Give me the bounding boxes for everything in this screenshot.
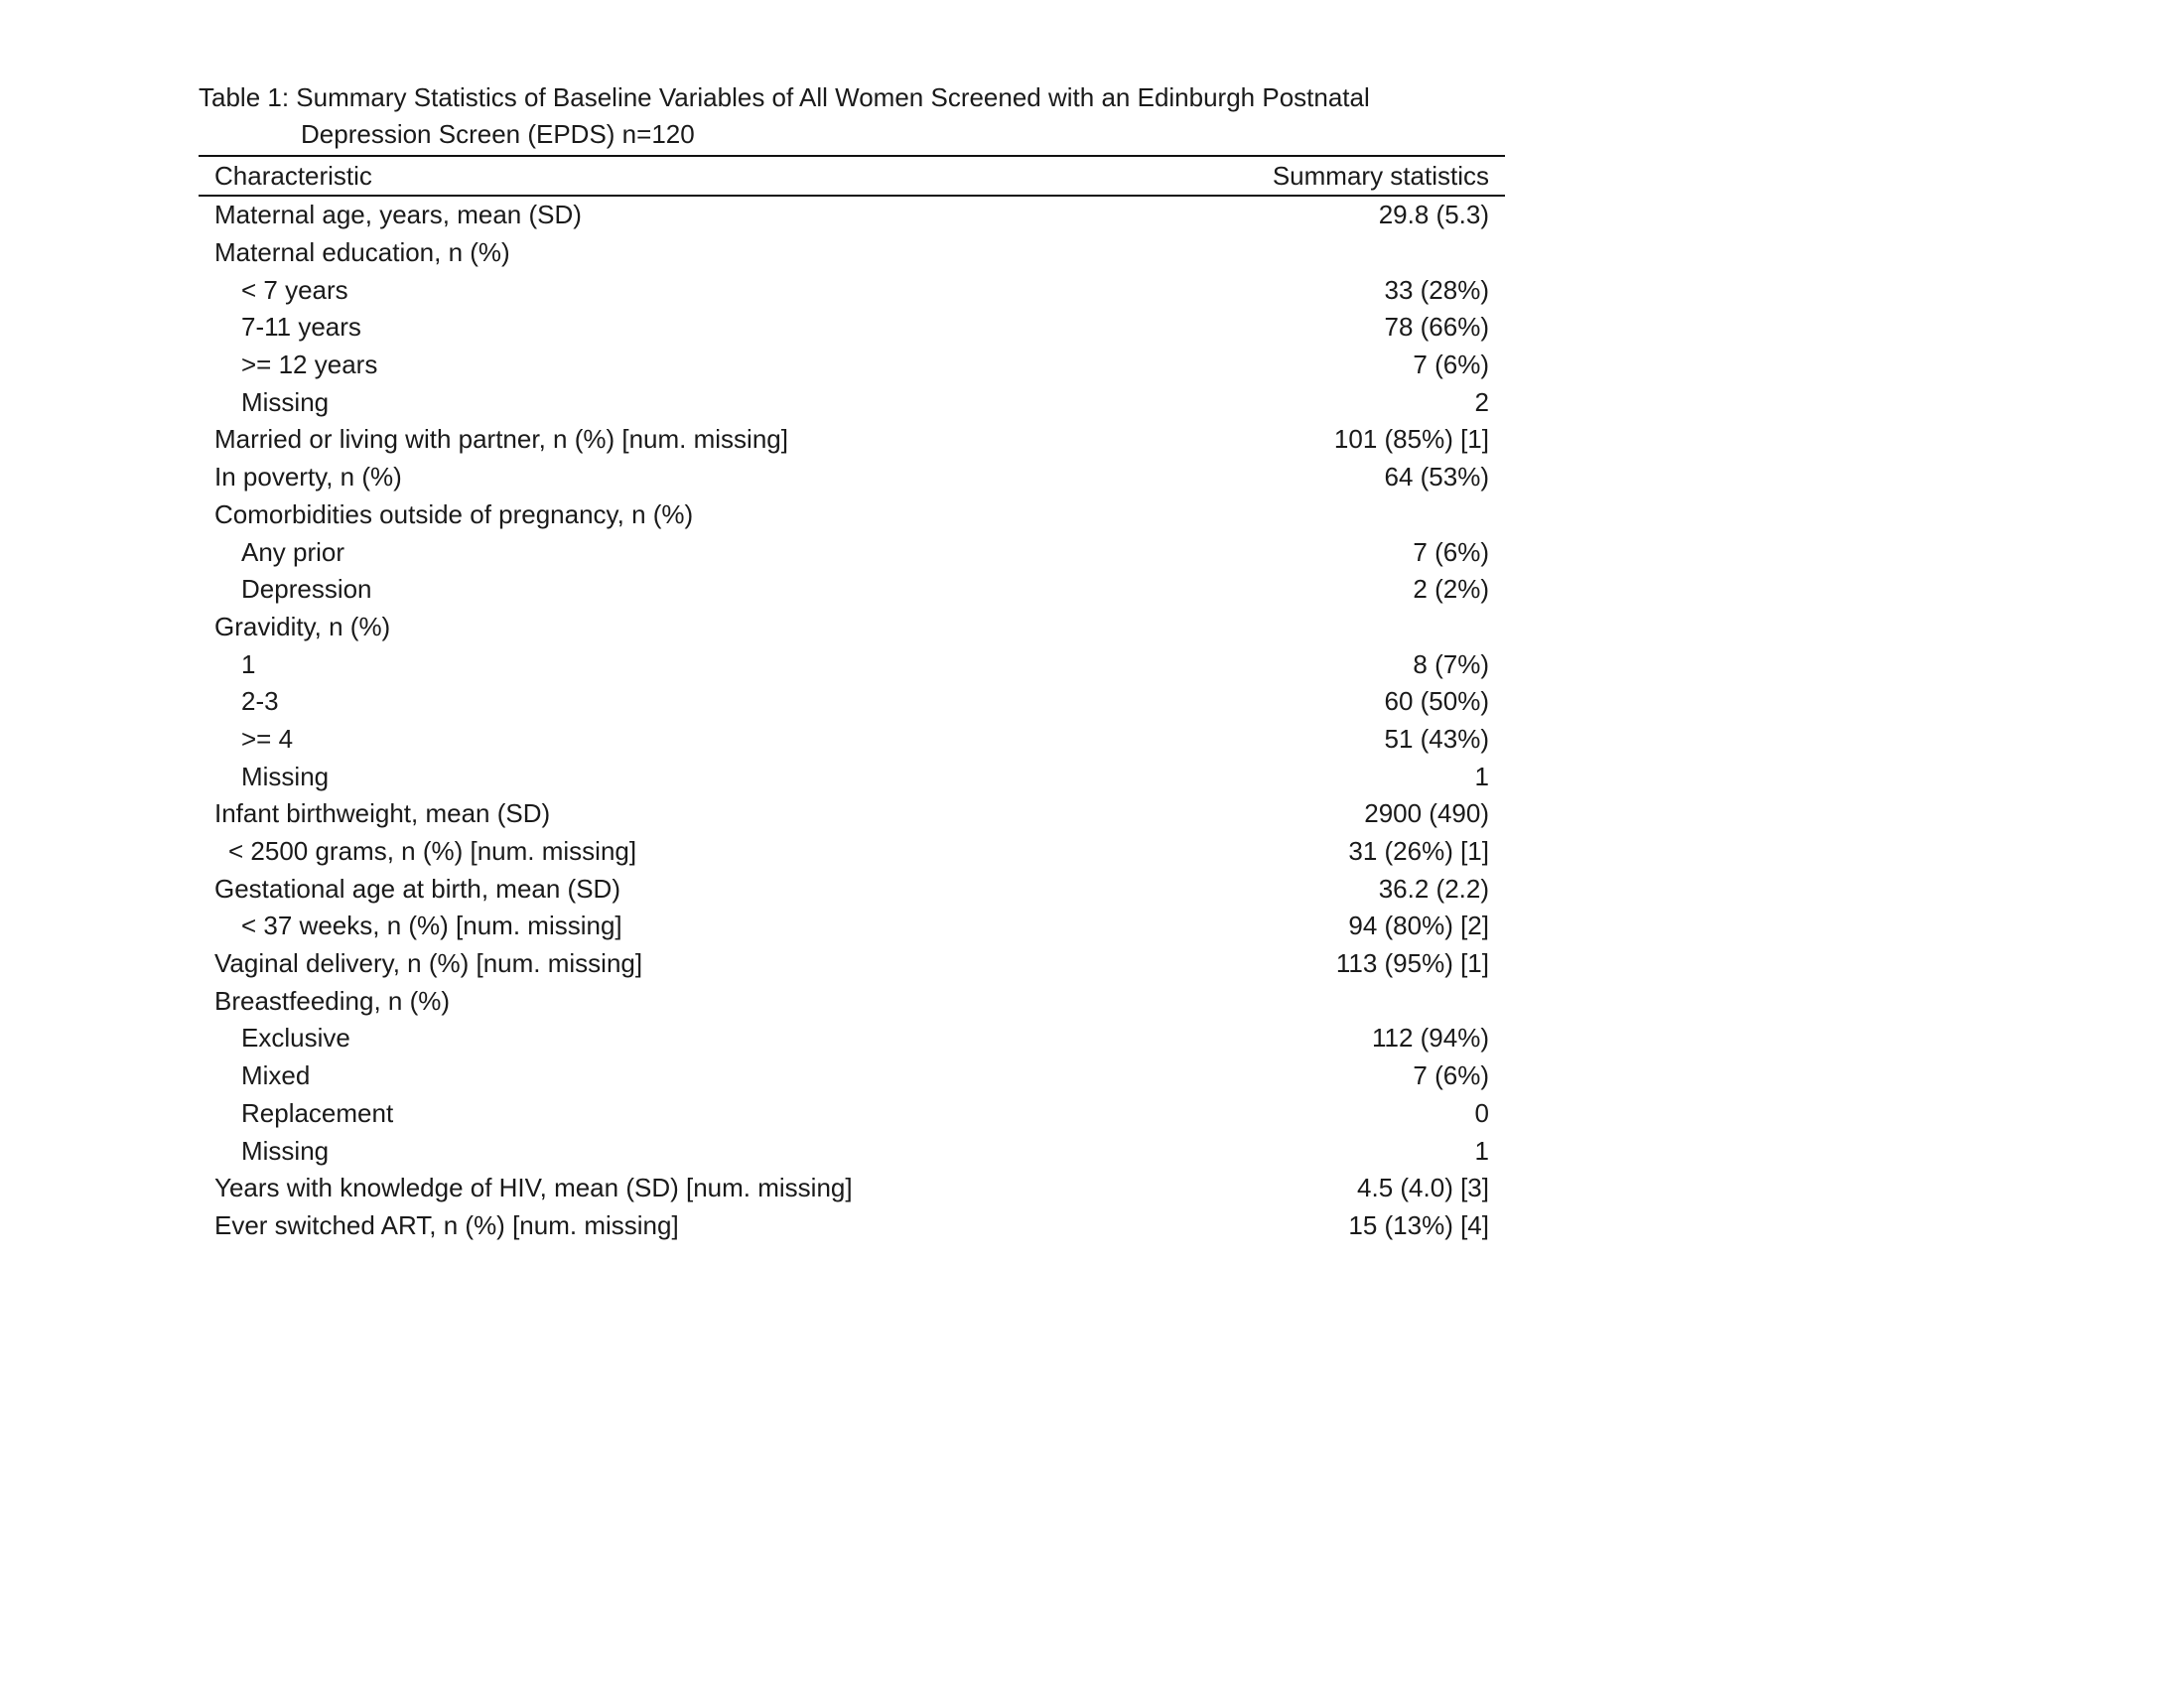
- row-value: 15 (13%) [4]: [1348, 1209, 1489, 1240]
- row-value: 112 (94%): [1371, 1023, 1489, 1054]
- row-value: 29.8 (5.3): [1378, 200, 1489, 230]
- row-label: Missing: [241, 1135, 330, 1166]
- row-label: Gestational age at birth, mean (SD): [214, 873, 620, 904]
- row-value: 7 (6%): [1413, 536, 1489, 567]
- table-row: [199, 571, 1505, 609]
- caption-line-1: Table 1: Summary Statistics of Baseline Variables of All Women Screened with an Edinburgh Postnatal: [199, 82, 1370, 112]
- row-value: 7 (6%): [1413, 350, 1489, 380]
- row-value: 113 (95%) [1]: [1335, 948, 1489, 979]
- row-label: < 37 weeks, n (%) [num. missing]: [241, 911, 622, 941]
- caption-line-2: Depression Screen (EPDS) n=120: [301, 119, 695, 149]
- table-row: [199, 1057, 1505, 1095]
- table-row: [199, 459, 1505, 496]
- table-row: [199, 197, 1505, 234]
- row-value: 0: [1474, 1097, 1489, 1128]
- table-row: [199, 496, 1505, 534]
- row-label: Maternal education, n (%): [214, 237, 510, 268]
- row-value: 1: [1474, 761, 1489, 791]
- table-row: [199, 945, 1505, 983]
- table-row: [199, 347, 1505, 384]
- table-row: [199, 271, 1505, 309]
- table-row: [199, 833, 1505, 871]
- table-row: [199, 234, 1505, 272]
- header-summary-statistics: Summary statistics: [1272, 160, 1489, 191]
- row-label: 1: [241, 648, 256, 679]
- row-label: Missing: [241, 761, 330, 791]
- row-label: Married or living with partner, n (%) [num. missing]: [214, 424, 788, 455]
- table-row: [199, 1170, 1505, 1207]
- table-row: [199, 383, 1505, 421]
- table-row: [199, 1020, 1505, 1057]
- row-label: Infant birthweight, mean (SD): [214, 798, 551, 829]
- row-value: 94 (80%) [2]: [1348, 911, 1489, 941]
- row-label: Vaginal delivery, n (%) [num. missing]: [214, 948, 643, 979]
- row-label: Gravidity, n (%): [214, 611, 391, 641]
- table-row: [199, 533, 1505, 571]
- row-label: 2-3: [241, 686, 279, 717]
- row-value: 2: [1474, 386, 1489, 417]
- row-label: Breastfeeding, n (%): [214, 985, 451, 1016]
- row-value: 51 (43%): [1384, 723, 1489, 754]
- table-caption: [199, 79, 1505, 155]
- table-row: [199, 908, 1505, 945]
- row-value: 8 (7%): [1413, 648, 1489, 679]
- row-value: 33 (28%): [1384, 274, 1489, 305]
- table-row: [199, 421, 1505, 459]
- row-label: Any prior: [241, 536, 345, 567]
- row-label: Comorbidities outside of pregnancy, n (%): [214, 498, 694, 529]
- row-label: Replacement: [241, 1097, 394, 1128]
- row-label: < 7 years: [241, 274, 348, 305]
- row-label: Ever switched ART, n (%) [num. missing]: [214, 1209, 679, 1240]
- row-label: Years with knowledge of HIV, mean (SD) [num. missing]: [214, 1173, 853, 1203]
- row-label: Maternal age, years, mean (SD): [214, 200, 582, 230]
- row-value: 4.5 (4.0) [3]: [1357, 1173, 1489, 1203]
- table-row: [199, 982, 1505, 1020]
- row-value: 36.2 (2.2): [1378, 873, 1489, 904]
- row-value: 2900 (490): [1364, 798, 1489, 829]
- table-row: [199, 309, 1505, 347]
- row-label: Missing: [241, 386, 330, 417]
- row-value: 2 (2%): [1413, 574, 1489, 605]
- table-row: [199, 609, 1505, 646]
- row-label: < 2500 grams, n (%) [num. missing]: [228, 836, 637, 867]
- table-row: [199, 870, 1505, 908]
- table-row: [199, 721, 1505, 759]
- table-row: [199, 1132, 1505, 1170]
- row-label: >= 4: [241, 723, 294, 754]
- table-header-row: [199, 157, 1505, 195]
- row-label: 7-11 years: [241, 312, 361, 343]
- table-row: [199, 1207, 1505, 1245]
- summary-table: [199, 79, 1505, 1244]
- table-row: [199, 683, 1505, 721]
- table-row: [199, 1095, 1505, 1133]
- table-row: [199, 795, 1505, 833]
- row-value: 60 (50%): [1384, 686, 1489, 717]
- row-label: In poverty, n (%): [214, 462, 402, 492]
- table-row: [199, 645, 1505, 683]
- header-characteristic: Characteristic: [214, 160, 372, 191]
- table-row: [199, 758, 1505, 795]
- row-value: 64 (53%): [1384, 462, 1489, 492]
- row-label: Depression: [241, 574, 372, 605]
- row-label: Exclusive: [241, 1023, 350, 1054]
- row-label: >= 12 years: [241, 350, 378, 380]
- row-value: 78 (66%): [1384, 312, 1489, 343]
- row-label: Mixed: [241, 1060, 311, 1091]
- row-value: 1: [1474, 1135, 1489, 1166]
- row-value: 101 (85%) [1]: [1333, 424, 1489, 455]
- row-value: 7 (6%): [1413, 1060, 1489, 1091]
- row-value: 31 (26%) [1]: [1348, 836, 1489, 867]
